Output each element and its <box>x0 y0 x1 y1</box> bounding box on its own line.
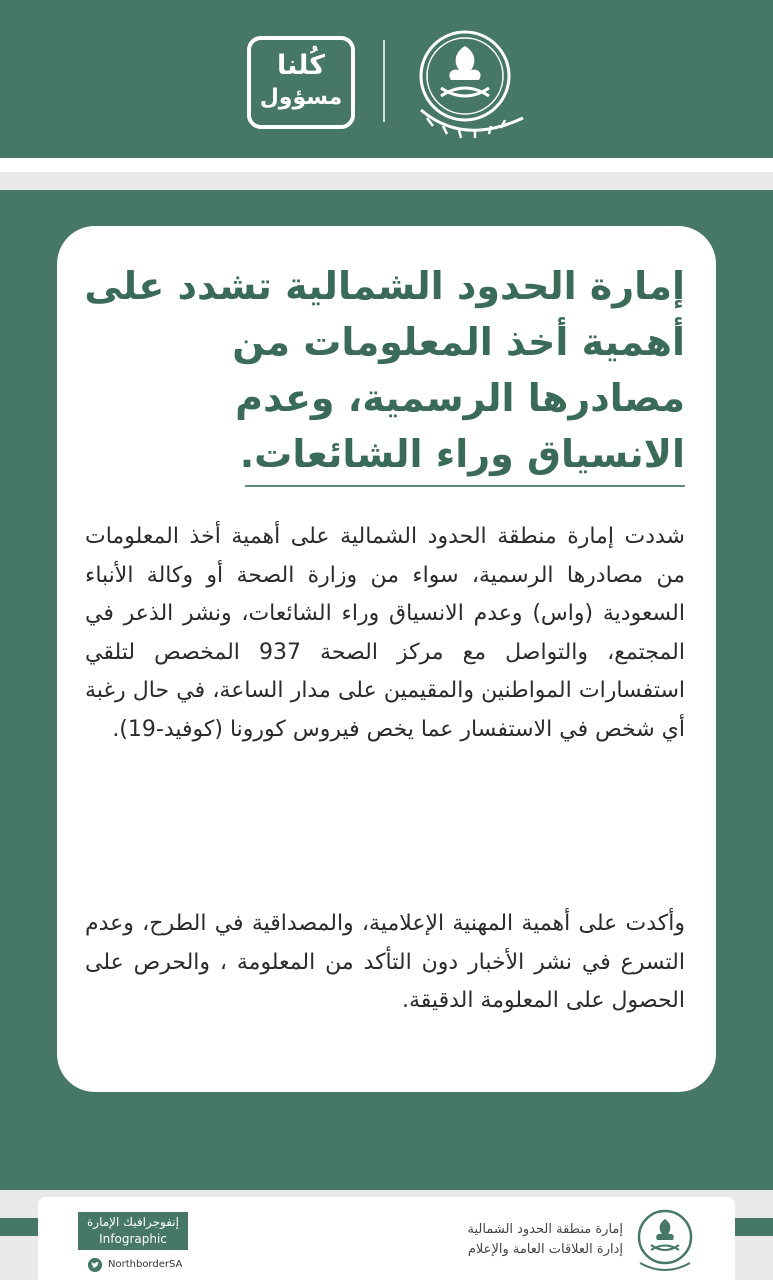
header <box>0 0 773 158</box>
twitter-icon[interactable] <box>88 1258 102 1272</box>
kulluna-masool-logo <box>247 36 355 129</box>
article-title: إمارة الحدود الشمالية تشدد على أهمية أخذ المعلومات من مصادرها الرسمية، وعدم الانسياق وراء الشائعات. <box>84 264 685 476</box>
badge-arabic: إنفوجرافيك الإمارة <box>87 1215 179 1229</box>
title-divider <box>245 485 685 487</box>
logo-line-2: مسؤول <box>259 85 343 110</box>
header-stripe <box>0 158 773 172</box>
logo-line-1: كُلنا <box>277 50 325 81</box>
saudi-emblem-icon <box>403 18 533 148</box>
footer-department-name: إدارة العلاقات العامة والإعلام <box>467 1242 623 1257</box>
logo-divider <box>383 40 385 122</box>
badge-english: Infographic emirate <box>99 1232 167 1263</box>
infographic-badge <box>78 1212 188 1263</box>
article-paragraph-1: شددت إمارة منطقة الحدود الشمالية على أهمية أخذ المعلومات من مصادرها الرسمية، سواء من وزارة الصحة أو وكالة الأنباء السعودية (واس) وعدم الانسياق وراء الشائعات، ونشر الذعر في المجتمع، والتواصل مع مركز الصحة 937 المخصص لتلقي استفسارات المواطنين والمقيمين على مدار الساعة، في حال رغبة أي شخص في الاستفسار عما يخص فيروس كورونا (كوفيد-19). <box>85 524 686 742</box>
twitter-handle[interactable]: NorthborderSA <box>108 1259 183 1270</box>
article-paragraph-2: وأكدت على أهمية المهنية الإعلامية، والمصداقية في الطرح، وعدم التسرع في نشر الأخبار دون التأكد من المعلومة ، والحرص على الحصول على المعلومة الدقيقة. <box>85 911 685 1013</box>
stay-home-slogan: إلزم مكانك .. #بيتك_أمانك <box>142 1130 631 1174</box>
footer-emblem-icon <box>630 1205 700 1275</box>
footer-org-name: إمارة منطقة الحدود الشمالية <box>467 1222 623 1237</box>
header-band <box>0 172 773 190</box>
